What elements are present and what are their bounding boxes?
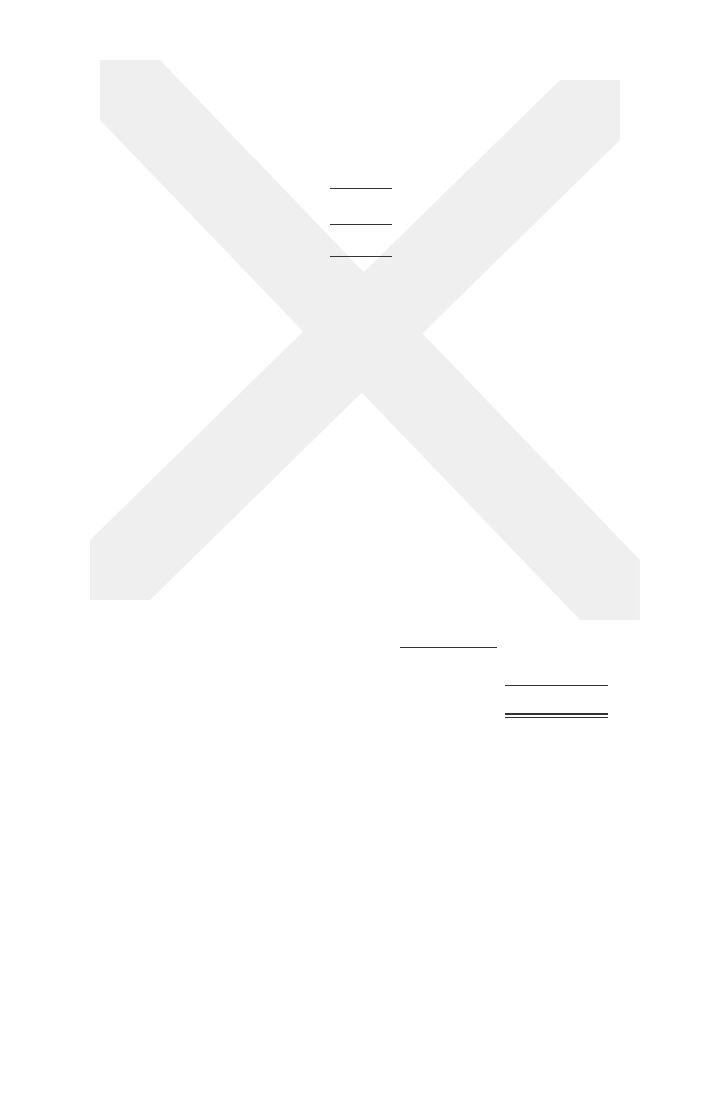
subtotal-rule [400,647,497,648]
total-rule-bottom-2 [505,717,608,718]
header-rule-1 [330,188,392,189]
total-rule-top [505,685,608,686]
total-rule-bottom-1 [505,713,608,715]
header-rule-3 [330,256,392,257]
header-rule-2 [330,224,392,225]
